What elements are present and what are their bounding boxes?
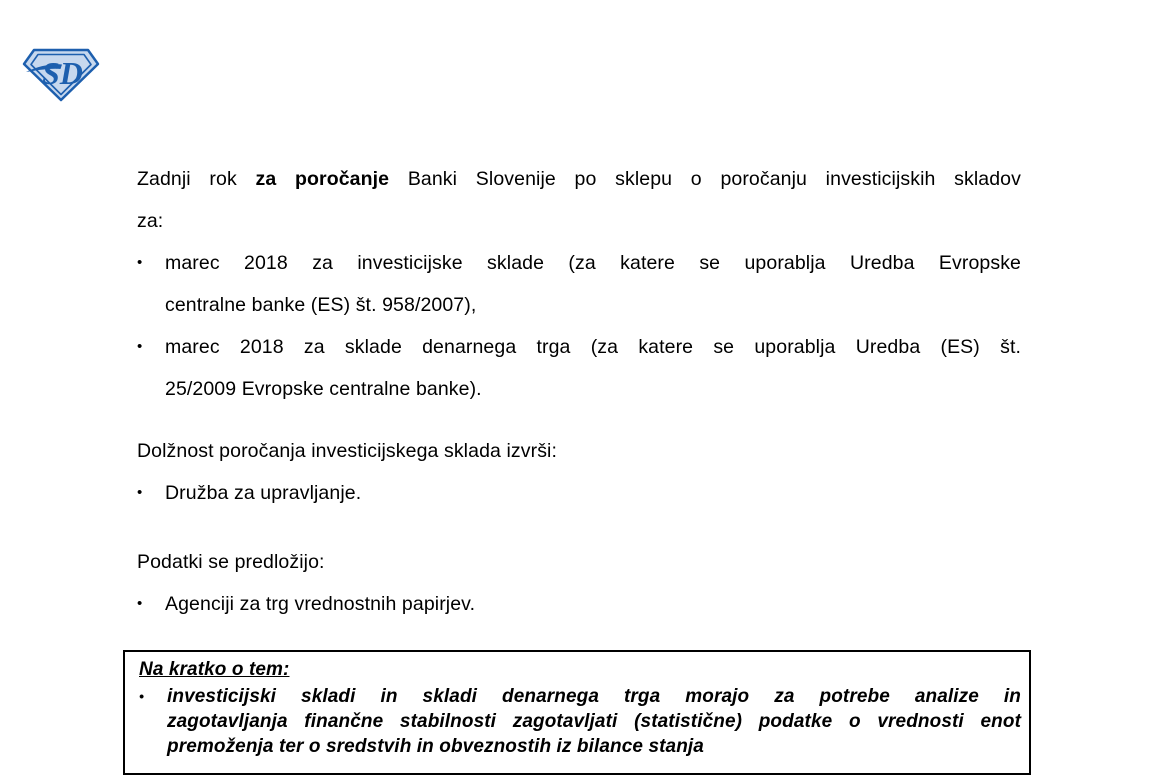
list-item: [137, 242, 1021, 326]
list-item-text: [165, 242, 1021, 326]
list-item: [137, 472, 1021, 514]
bullet-icon: •: [137, 254, 143, 271]
list-item-line: marec 2018 za sklade denarnega trga (za katere se uporablja Uredba (ES) št.: [165, 336, 1021, 358]
intro-text-regular-2: Banki Slovenije po sklepu o poročanju investicijskih skladov: [407, 168, 1021, 190]
list-item: [137, 326, 1021, 410]
bullet-icon: •: [139, 688, 145, 704]
deadline-list: [137, 242, 1021, 410]
intro-line-1: [137, 158, 1021, 200]
duty-list: [137, 472, 1021, 514]
intro-paragraph: [137, 158, 1021, 242]
list-item: [137, 583, 1021, 625]
list-item-line: centralne banke (ES) št. 958/2007),: [165, 294, 477, 316]
sd-logo-icon: [22, 47, 100, 102]
list-item-text: Agenciji za trg vrednostnih papirjev.: [165, 593, 476, 615]
bullet-icon: •: [137, 338, 143, 355]
list-item-line: premoženja ter o sredstvih in obveznostih iz bilance stanja: [167, 736, 704, 757]
intro-text-bold: za poročanje: [255, 168, 390, 190]
list-item: [139, 684, 1021, 759]
list-item-line: investicijski skladi in skladi denarnega trga morajo za potrebe analize in: [167, 686, 1021, 707]
submit-heading: Podatki se predložijo:: [137, 551, 325, 573]
duty-heading: Dolžnost poročanja investicijskega sklada izvrši:: [137, 440, 557, 462]
bullet-icon: •: [137, 595, 143, 612]
list-item-text: [167, 684, 1021, 759]
submit-list: [137, 583, 1021, 625]
list-item-text: [165, 326, 1021, 410]
list-item-line: 25/2009 Evropske centralne banke).: [165, 378, 482, 400]
list-item-line: marec 2018 za investicijske sklade (za katere se uporablja Uredba Evropske: [165, 252, 1021, 274]
logo-letters: SD: [42, 55, 83, 91]
note-box-title: Na kratko o tem:: [139, 659, 290, 680]
bullet-icon: •: [137, 484, 143, 501]
sd-diamond-logo: [22, 47, 100, 102]
list-item-text: Družba za upravljanje.: [165, 482, 362, 504]
intro-text-regular: Zadnji rok: [137, 168, 237, 190]
intro-line-2: za:: [137, 210, 164, 232]
list-item-line: zagotavljanja finančne stabilnosti zagotavljati (statistične) podatke o vrednosti enot: [167, 711, 1021, 732]
note-box: [123, 650, 1031, 775]
